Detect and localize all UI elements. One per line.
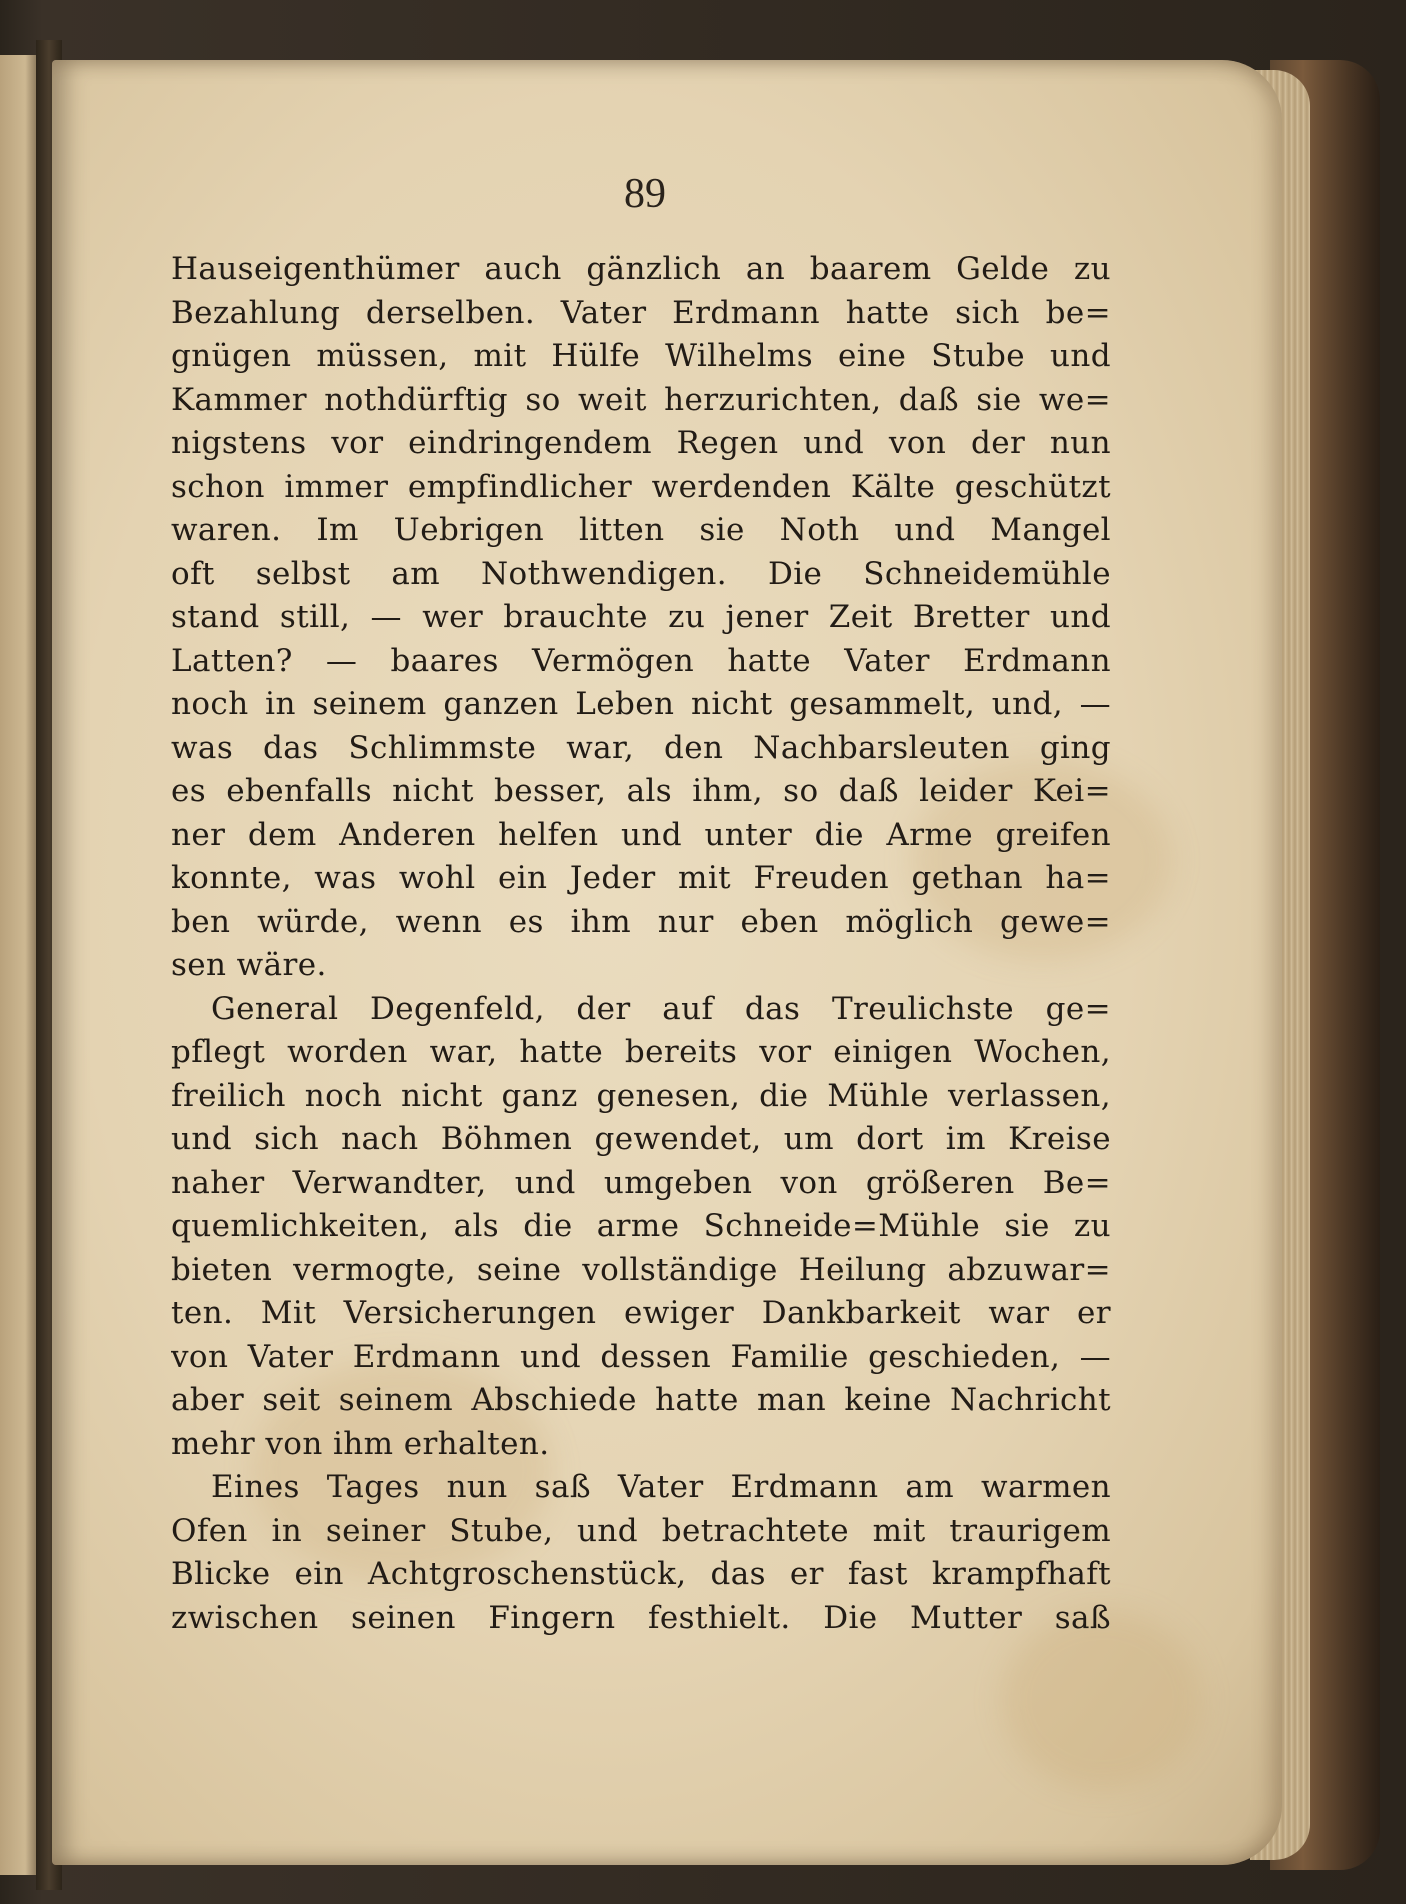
text-line: oft selbst am Nothwendigen. Die Schneidemühle [171,555,1111,592]
text-line: sen wäre. [171,947,327,983]
text-line: schon immer empfindlicher werdenden Kälte geschützt [171,468,1111,505]
text-line: noch in seinem ganzen Leben nicht gesammelt, und, — [171,686,1111,722]
text-line: es ebenfalls nicht besser, als ihm, so daß leider Kei= [171,773,1111,809]
text-line: Bezahlung derselben. Vater Erdmann hatte sich be= [171,294,1111,331]
text-line: konnte, was wohl ein Jeder mit Freuden gethan ha= [171,860,1111,896]
text-line: Blicke ein Achtgroschenstück, das er fast krampfhaft [171,1556,1111,1592]
text-line: Hauseigenthümer auch gänzlich an baarem Gelde zu [171,251,1111,287]
text-line: aber seit seinem Abschiede hatte man keine Nachricht [171,1382,1111,1418]
text-line: Latten? — baares Vermögen hatte Vater Erdmann [171,642,1111,679]
text-line: Eines Tages nun saß Vater Erdmann am warmen [211,1469,1111,1505]
body-text [171,248,1111,1640]
text-line: und sich nach Böhmen gewendet, um dort im Kreise [171,1121,1111,1157]
text-line: Kammer nothdürftig so weit herzurichten, daß sie we= [171,381,1111,418]
text-line: quemlichkeiten, als die arme Schneide=Mühle sie zu [171,1208,1111,1244]
text-line: freilich noch nicht ganz genesen, die Mühle verlassen, [171,1077,1111,1114]
text-line: bieten vermogte, seine vollständige Heilung abzuwar= [171,1251,1111,1288]
text-line: nigstens vor eindringendem Regen und von der nun [171,425,1111,461]
text-line: gnügen müssen, mit Hülfe Wilhelms eine Stube und [171,338,1111,374]
text-line: pflegt worden war, hatte bereits vor einigen Wochen, [171,1034,1111,1070]
text-line: ner dem Anderen helfen und unter die Arme greifen [171,816,1111,853]
text-line: Ofen in seiner Stube, und betrachtete mit traurigem [171,1512,1111,1549]
text-line: naher Verwandter, und umgeben von größeren Be= [171,1164,1111,1201]
text-line: zwischen seinen Fingern festhielt. Die Mutter saß [171,1599,1111,1636]
text-line: von Vater Erdmann und dessen Familie geschieden, — [171,1338,1111,1375]
text-line: ten. Mit Versicherungen ewiger Dankbarkeit war er [171,1295,1111,1331]
text-line: stand still, — wer brauchte zu jener Zeit Bretter und [171,599,1111,635]
text-line: mehr von ihm erhalten. [171,1425,550,1462]
text-line: waren. Im Uebrigen litten sie Noth und Mangel [171,512,1111,548]
text-line: ben würde, wenn es ihm nur eben möglich gewe= [171,903,1111,940]
page-number: 89 [624,171,666,217]
text-line: General Degenfeld, der auf das Treulichste ge= [211,990,1111,1027]
text-line: was das Schlimmste war, den Nachbarsleuten ging [171,729,1111,766]
